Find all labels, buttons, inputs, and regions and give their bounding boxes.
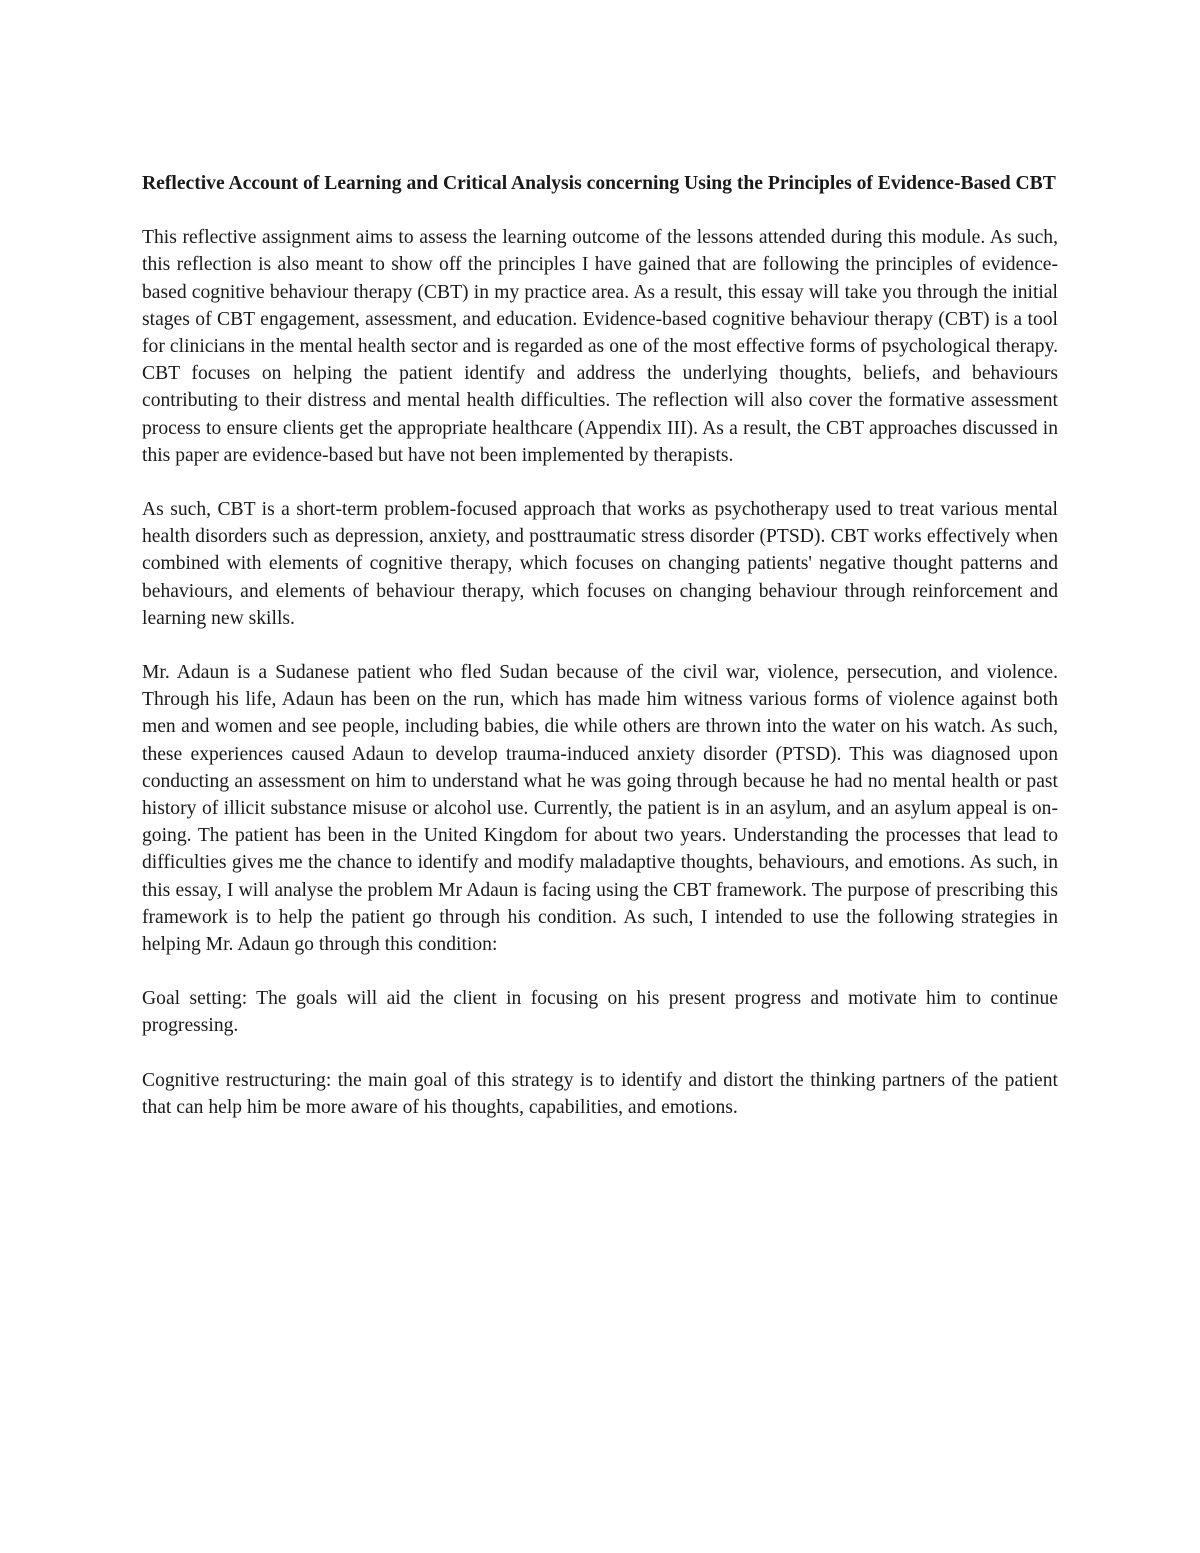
paragraph-cbt-overview: As such, CBT is a short-term problem-focused approach that works as psychotherapy used to treat various mental health disorders such as depression, anxiety, and posttraumatic stress disorder (PTSD). CBT works effectively when combined with elements of cognitive therapy, which focuses on changing patients' negative thought patterns and behaviours, and elements of behaviour therapy, which focuses on changing behaviour through reinforcement and learning new skills. (142, 499, 1058, 629)
paragraph-introduction: This reflective assignment aims to assess the learning outcome of the lessons attended during this module. As such, this reflection is also meant to show off the principles I have gained that are following the principles of evidence-based cognitive behaviour therapy (CBT) in my practice area. As a result, this essay will take you through the initial stages of CBT engagement, assessment, and education. Evidence-based cognitive behaviour therapy (CBT) is a tool for clinicians in the mental health sector and is regarded as one of the most effective forms of psychological therapy. CBT focuses on helping the patient identify and address the underlying thoughts, beliefs, and behaviours contributing to their distress and mental health difficulties. The reflection will also cover the formative assessment process to ensure clients get the appropriate healthcare (Appendix III). As a result, the CBT approaches discussed in this paper are evidence-based but have not been implemented by therapists. (142, 227, 1058, 466)
document-title: Reflective Account of Learning and Critical Analysis concerning Using the Principles of Evidence-Based CBT (142, 173, 1056, 194)
paragraph-goal-setting: Goal setting: The goals will aid the client in focusing on his present progress and motivate him to continue progressing. (142, 988, 1058, 1037)
paragraph-case-background: Mr. Adaun is a Sudanese patient who fled Sudan because of the civil war, violence, persecution, and violence. Through his life, Adaun has been on the run, which has made him witness various forms of violence against both men and women and see people, including babies, die while others are thrown into the water on his watch. As such, these experiences caused Adaun to develop trauma-induced anxiety disorder (PTSD). This was diagnosed upon conducting an assessment on him to understand what he was going through because he had no mental health or past history of illicit substance misuse or alcohol use. Currently, the patient is in an asylum, and an asylum appeal is on-going. The patient has been in the United Kingdom for about two years. Understanding the processes that lead to difficulties gives me the chance to identify and modify maladaptive thoughts, behaviours, and emotions. As such, in this essay, I will analyse the problem Mr Adaun is facing using the CBT framework. The purpose of prescribing this framework is to help the patient go through his condition. As such, I intended to use the following strategies in helping Mr. Adaun go through this condition: (142, 662, 1058, 956)
paragraph-cognitive-restructuring: Cognitive restructuring: the main goal of this strategy is to identify and distort the thinking partners of the patient that can help him be more aware of his thoughts, capabilities, and emotions. (142, 1069, 1058, 1118)
document-body (142, 170, 1058, 1148)
